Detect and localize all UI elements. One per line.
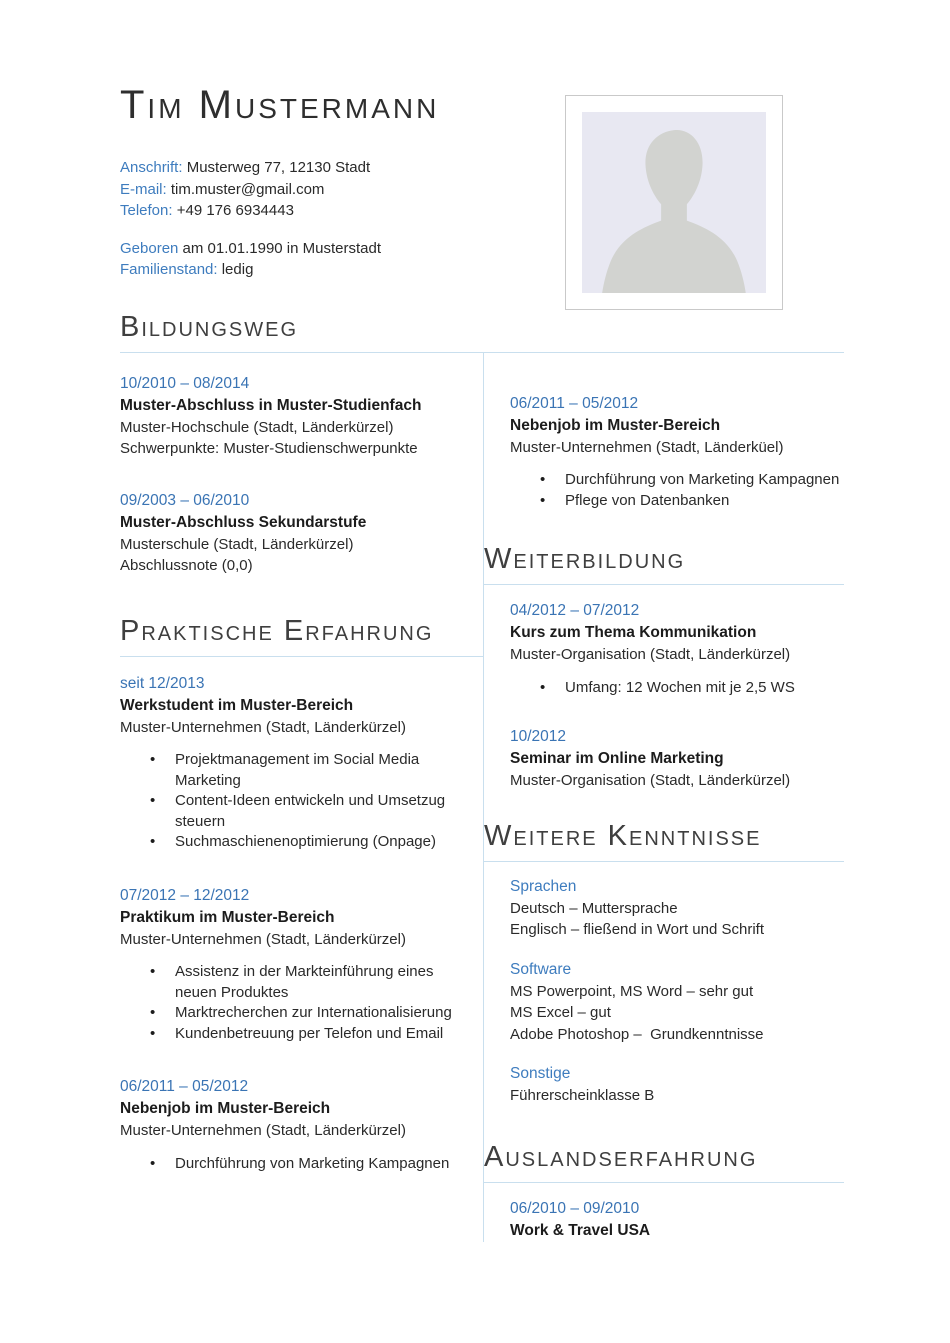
entry-date: 10/2012 <box>510 728 567 745</box>
bullet-list <box>510 678 844 699</box>
bullet-item: • Pflege von Datenbanken <box>510 491 844 512</box>
section-heading-weitere-kenntnisse <box>484 820 844 862</box>
entry-date: 04/2012 – 07/2012 <box>510 602 640 619</box>
skill-line: MS Excel – gut <box>510 1004 611 1021</box>
bullet-item: • Umfang: 12 Wochen mit je 2,5 WS <box>510 678 844 699</box>
skill-line: Deutsch – Muttersprache <box>510 899 678 917</box>
section-heading-praktische-erfahrung <box>120 615 483 657</box>
entry-line: Muster-Unternehmen (Stadt, Länderkürzel) <box>120 718 406 736</box>
bullet-item: • Projektmanagement im Social Media Marketing <box>120 750 459 791</box>
personal-value: ledig <box>221 261 254 278</box>
entry-line: Muster-Unternehmen (Stadt, Länderkürzel) <box>120 930 406 948</box>
photo-frame <box>565 95 783 310</box>
contact-value: tim.muster@gmail.com <box>170 180 325 198</box>
cv-entry <box>120 373 459 460</box>
section-title: Bildungsweg <box>120 310 299 343</box>
bullet-item: • Content-Ideen entwickeln und Umsetzug steuern <box>120 791 459 832</box>
contact-value: +49 176 6934443 <box>176 202 294 219</box>
skill-group-label: Software <box>510 960 572 978</box>
section-title: Weiterbildung <box>484 543 686 575</box>
entry-date: 10/2010 – 08/2014 <box>120 374 250 392</box>
entry-title: Kurs zum Thema Kommunikation <box>510 624 757 641</box>
skill-line: Englisch – fließend in Wort und Schrift <box>510 921 765 938</box>
cv-entry <box>510 1198 844 1242</box>
bullet-item: • Marktrecherchen zur Internationalisierung <box>120 1003 459 1024</box>
entry-date: 06/2011 – 05/2012 <box>510 394 639 412</box>
cv-entry <box>510 393 844 512</box>
skill-line: Führerscheinklasse B <box>510 1087 655 1104</box>
section-title: Weitere Kenntnisse <box>484 819 762 852</box>
bullet-item: • Durchführung von Marketing Kampagnen <box>120 1154 459 1175</box>
person-name: Tim Mustermann <box>120 83 440 127</box>
entry-line: Muster-Unternehmen (Stadt, Länderkürzel) <box>120 1122 406 1139</box>
section-title: Auslandserfahrung <box>484 1140 758 1173</box>
entry-line: Muster-Organisation (Stadt, Länderkürzel) <box>510 646 791 663</box>
left-column <box>120 353 483 1242</box>
entry-title: Muster-Abschluss in Muster-Studienfach <box>120 396 422 414</box>
skill-group-sprachen <box>510 876 844 941</box>
personal-value: am 01.01.1990 in Musterstadt <box>182 239 381 257</box>
portrait-placeholder-icon <box>582 112 766 293</box>
bullet-list <box>120 750 459 853</box>
personal-label: Familienstand: <box>120 261 218 278</box>
entry-line: Musterschule (Stadt, Länderkürzel) <box>120 535 354 553</box>
skill-group-software <box>510 959 844 1046</box>
contact-label: Telefon: <box>120 202 173 219</box>
two-column-body <box>120 353 844 1242</box>
entry-date: 09/2003 – 06/2010 <box>120 491 250 509</box>
entry-date: 07/2012 – 12/2012 <box>120 886 250 904</box>
section-heading-weiterbildung <box>484 543 844 585</box>
entry-title: Work & Travel USA <box>510 1221 651 1239</box>
section-heading-bildungsweg <box>120 311 844 353</box>
cv-entry <box>120 1076 459 1174</box>
skill-group-label: Sprachen <box>510 877 577 895</box>
contact-label: E-mail: <box>120 180 167 198</box>
skill-group-sonstige <box>510 1063 844 1107</box>
bullet-list <box>120 962 459 1044</box>
skill-line: Adobe Photoshop – Grundkenntnisse <box>510 1025 764 1043</box>
entry-date: seit 12/2013 <box>120 674 205 692</box>
entry-line: Schwerpunkte: Muster-Studienschwerpunkte <box>120 440 418 457</box>
section-bildungsweg <box>120 311 844 1242</box>
cv-entry <box>120 490 459 577</box>
bullet-list <box>120 1154 459 1175</box>
entry-title: Muster-Abschluss Sekundarstufe <box>120 513 367 531</box>
entry-line: Muster-Organisation (Stadt, Länderkürzel) <box>510 772 791 789</box>
skill-group-label: Sonstige <box>510 1065 571 1082</box>
cv-entry <box>510 726 844 792</box>
entry-title: Nebenjob im Muster-Bereich <box>510 416 721 434</box>
right-column <box>484 353 844 1242</box>
entry-line: Abschlussnote (0,0) <box>120 557 253 574</box>
entry-title: Werkstudent im Muster-Bereich <box>120 696 354 714</box>
personal-label: Geboren <box>120 239 179 257</box>
entry-date: 06/2010 – 09/2010 <box>510 1199 640 1217</box>
bullet-list <box>510 470 844 511</box>
entry-date: 06/2011 – 05/2012 <box>120 1078 249 1095</box>
bullet-item: • Assistenz in der Markteinführung eines neuen Produktes <box>120 962 459 1003</box>
bullet-item: • Suchmaschienenoptimierung (Onpage) <box>120 832 459 853</box>
contact-value: Musterweg 77, 12130 Stadt <box>186 159 371 176</box>
cv-entry <box>120 885 459 1045</box>
bullet-item: • Kundenbetreuung per Telefon und Email <box>120 1024 459 1045</box>
entry-line: Muster-Hochschule (Stadt, Länderkürzel) <box>120 418 394 436</box>
entry-line: Muster-Unternehmen (Stadt, Länderküel) <box>510 438 784 456</box>
contact-label: Anschrift: <box>120 159 183 176</box>
cv-entry <box>510 600 844 698</box>
entry-title: Seminar im Online Marketing <box>510 750 724 767</box>
cv-entry <box>120 673 459 853</box>
entry-title: Praktikum im Muster-Bereich <box>120 908 335 926</box>
skill-line: MS Powerpoint, MS Word – sehr gut <box>510 982 754 1000</box>
section-heading-auslandserfahrung <box>484 1141 844 1183</box>
bullet-item: • Durchführung von Marketing Kampagnen <box>510 470 844 491</box>
section-title: Praktische Erfahrung <box>120 614 434 647</box>
entry-title: Nebenjob im Muster-Bereich <box>120 1100 331 1117</box>
